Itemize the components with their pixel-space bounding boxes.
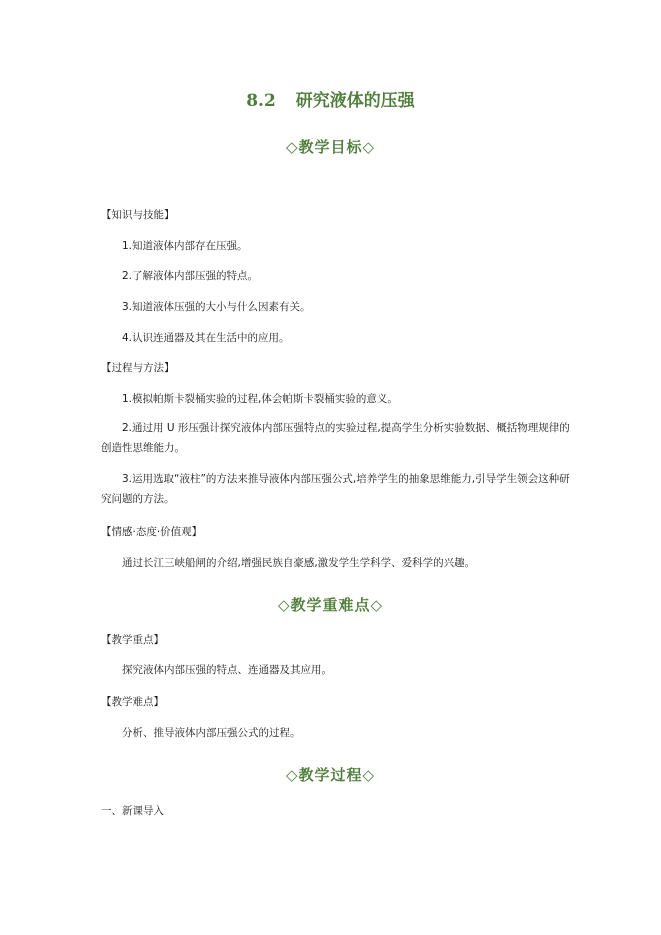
label-process-methods: 【过程与方法】 <box>101 362 175 374</box>
label-emotion-attitude-values: 【情感·态度·价值观】 <box>101 526 203 538</box>
label-key-points: 【教学重点】 <box>101 634 164 646</box>
knowledge-item-1: 1.知道液体内部存在压强。 <box>122 240 248 252</box>
process-item-3: 3.运用选取“液柱”的方法来推导液体内部压强公式,培养学生的抽象思维能力,引导学生领会这种研究问题的方法。 <box>101 473 570 505</box>
difficult-points-text: 分析、推导液体内部压强公式的过程。 <box>122 727 301 739</box>
heading-teaching-process: ◇教学过程◇ <box>285 766 376 784</box>
knowledge-item-2: 2.了解液体内部压强的特点。 <box>122 270 259 282</box>
key-points-text: 探究液体内部压强的特点、连通器及其应用。 <box>122 664 332 676</box>
document-title <box>0 86 661 111</box>
process-item-2: 2.通过用 U 形压强计探究液体内部压强特点的实验过程,提高学生分析实验数据、概括物理规律的创造性思维能力。 <box>101 422 570 454</box>
knowledge-item-3: 3.知道液体压强的大小与什么因素有关。 <box>122 301 311 313</box>
label-knowledge-skills: 【知识与技能】 <box>101 209 175 221</box>
step-new-lesson-intro: 一、新课导入 <box>101 805 164 817</box>
section-number: 8.2 <box>246 91 276 111</box>
label-difficult-points: 【教学难点】 <box>101 696 164 708</box>
heading-teaching-objectives: ◇教学目标◇ <box>285 138 376 156</box>
title-text: 研究液体的压强 <box>295 91 415 111</box>
emotion-text: 通过长江三峡船闸的介绍,增强民族自豪感,激发学生学科学、爱科学的兴趣。 <box>122 557 476 569</box>
heading-key-difficult-points: ◇教学重难点◇ <box>277 596 384 614</box>
process-item-1: 1.模拟帕斯卡裂桶实验的过程,体会帕斯卡裂桶实验的意义。 <box>122 393 398 405</box>
knowledge-item-4: 4.认识连通器及其在生活中的应用。 <box>122 332 290 344</box>
